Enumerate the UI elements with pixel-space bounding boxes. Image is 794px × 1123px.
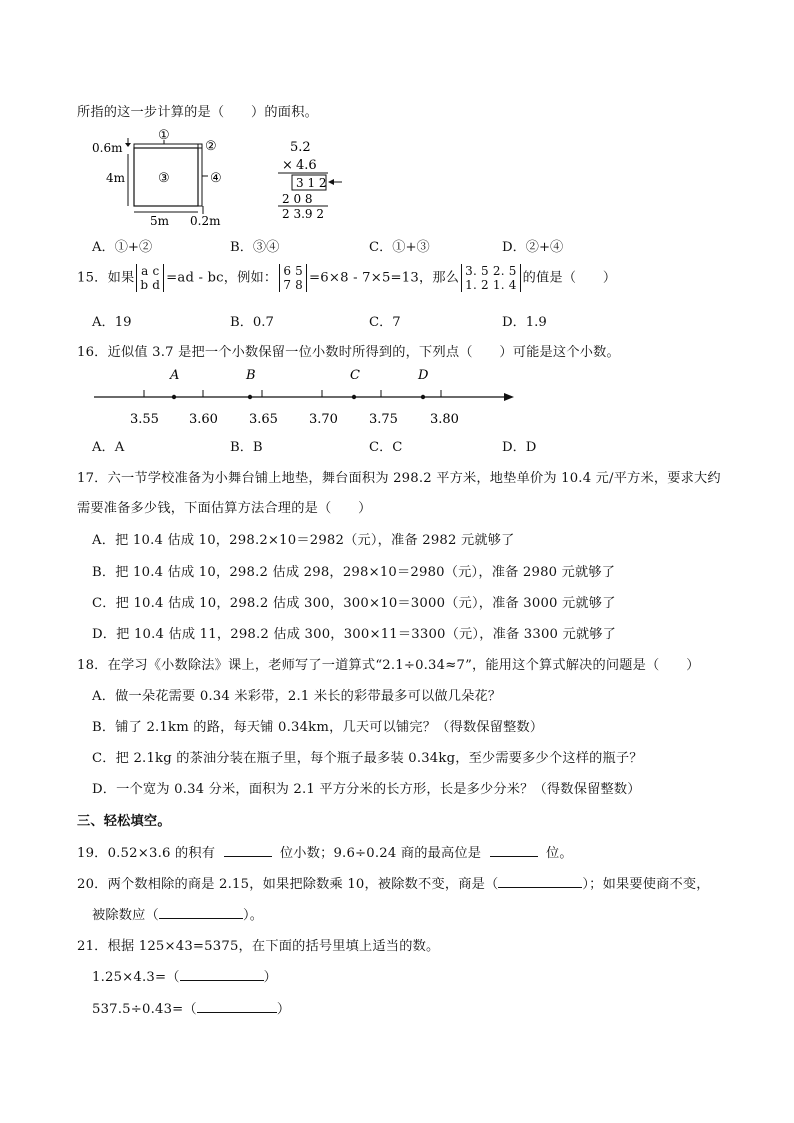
point-b-label: B <box>246 368 256 383</box>
circle-3-label: ③ <box>158 171 170 186</box>
point-d-label: D <box>418 368 429 383</box>
q15-part4: 的值是（ ） <box>522 270 617 286</box>
q19-blank-2[interactable] <box>490 844 538 857</box>
q15-text <box>77 264 616 292</box>
q18-option-c[interactable]: C．把 2.1kg 的茶油分装在瓶子里，每个瓶子最多装 0.34kg，至少需要多少个这样的瓶子？ <box>92 751 643 766</box>
q17-line1: 17．六一节学校准备为小舞台铺上地垫，舞台面积为 298.2 平方米，地垫单价为 10.4 元/平方米，要求大约 <box>77 471 721 486</box>
q17-option-a[interactable]: A．把 10.4 估成 10，298.2×10＝2982（元），准备 2982 元就够了 <box>92 533 515 548</box>
q20-blank-1[interactable] <box>498 875 582 888</box>
q14-calc-figure <box>268 138 358 224</box>
calc-row3: 3 1 2 <box>296 176 327 190</box>
q14-option-d[interactable]: D．②+④ <box>502 240 564 255</box>
tick-3.80: 3.80 <box>430 412 459 427</box>
calc-times: × <box>282 158 293 173</box>
calc-row2: 4.6 <box>296 158 317 173</box>
point-c-label: C <box>350 368 360 383</box>
q21-expr-2: 537.5÷0.43=（ ） <box>92 1002 291 1017</box>
tick-3.65: 3.65 <box>249 412 278 427</box>
tick-3.55: 3.55 <box>130 412 159 427</box>
q14-option-c[interactable]: C．①+③ <box>369 240 430 255</box>
tick-3.70: 3.70 <box>309 412 338 427</box>
q15-number: 15． <box>77 270 108 286</box>
q14-rect-figure <box>90 124 240 229</box>
q18-option-d[interactable]: D．一个宽为 0.34 分米，面积为 2.1 平方分米的长方形，长是多少分米？（得数保留整数） <box>92 782 641 797</box>
q17-line2: 需要准备多少钱，下面估算方法合理的是（ ） <box>77 501 372 516</box>
q16-option-c[interactable]: C．C <box>369 440 403 455</box>
circle-2-label: ② <box>205 139 217 154</box>
q14-option-a[interactable]: A．①+② <box>92 240 153 255</box>
q15-option-c[interactable]: C．7 <box>369 315 401 330</box>
q14-text: 所指的这一步计算的是（ ）的面积。 <box>77 105 318 120</box>
q16-option-b[interactable]: B．B <box>230 440 263 455</box>
dim-4m: 4m <box>106 171 126 185</box>
q17-option-b[interactable]: B．把 10.4 估成 10，298.2 估成 298，298×10＝2980（元），准备 2980 元就够了 <box>92 565 616 580</box>
q16-text: 16．近似值 3.7 是把一个小数保留一位小数时所得到的，下列点（ ）可能是这个小数。 <box>77 345 620 360</box>
q20-blank-2[interactable] <box>159 906 243 919</box>
q16-option-d[interactable]: D．D <box>502 440 537 455</box>
section-3-heading: 三、轻松填空。 <box>77 814 171 829</box>
matrix-abcd: a c b d <box>136 264 164 292</box>
q21-expr-1: 1.25×4.3=（ ） <box>92 970 278 985</box>
q20-line2: 被除数应（ ）。 <box>92 908 264 923</box>
q20-line1: 20．两个数相除的商是 2.15，如果把除数乘 10，被除数不变，商是（ ）；如果要使商不变， <box>77 877 710 892</box>
q21-blank-2[interactable] <box>197 1000 277 1013</box>
q15-option-d[interactable]: D．1.9 <box>502 315 547 330</box>
point-a-label: A <box>170 368 180 383</box>
q15-part1: 如果 <box>107 270 135 286</box>
q18-option-a[interactable]: A．做一朵花需要 0.34 米彩带，2.1 米长的彩带最多可以做几朵花？ <box>92 689 502 704</box>
q15-option-a[interactable]: A．19 <box>92 315 132 330</box>
matrix-decimal: 3. 5 2. 5 1. 2 1. 4 <box>461 264 520 292</box>
tick-3.60: 3.60 <box>189 412 218 427</box>
circle-1-label: ① <box>158 128 170 143</box>
q18-line1: 18．在学习《小数除法》课上，老师写了一道算式“2.1÷0.34≈7”，能用这个算式解决的问题是（ ） <box>77 658 700 673</box>
tick-3.75: 3.75 <box>369 412 398 427</box>
q19-text: 19．0.52×3.6 的积有 位小数；9.6÷0.24 商的最高位是 位。 <box>77 846 573 861</box>
q15-part3: =6×8 - 7×5=13，那么 <box>309 270 460 286</box>
q17-option-c[interactable]: C．把 10.4 估成 10，298.2 估成 300，300×10＝3000（元），准备 3000 元就够了 <box>92 596 616 611</box>
q15-option-b[interactable]: B．0.7 <box>230 315 274 330</box>
number-line <box>90 362 520 428</box>
matrix-6578: 6 5 7 8 <box>279 264 307 292</box>
dim-5m: 5m <box>150 214 170 228</box>
dim-0.6m: 0.6m <box>92 141 123 155</box>
calc-row1: 5.2 <box>290 140 311 155</box>
q18-option-b[interactable]: B．铺了 2.1km 的路，每天铺 0.34km，几天可以铺完？（得数保留整数） <box>92 720 544 735</box>
dim-0.2m: 0.2m <box>190 214 221 228</box>
q21-blank-1[interactable] <box>180 968 264 981</box>
q14-option-b[interactable]: B．③④ <box>230 240 280 255</box>
q17-option-d[interactable]: D．把 10.4 估成 11，298.2 估成 300，300×11＝3300（元），准备 3300 元就够了 <box>92 627 617 642</box>
q19-blank-1[interactable] <box>224 844 272 857</box>
q16-option-a[interactable]: A．A <box>92 440 125 455</box>
q21-line1: 21．根据 125×43=5375，在下面的括号里填上适当的数。 <box>77 939 440 954</box>
q15-part2: =ad - bc，例如： <box>166 270 278 286</box>
circle-4-label: ④ <box>210 171 222 186</box>
calc-row4: 2 0 8 <box>282 192 313 206</box>
calc-row5: 2 3.9 2 <box>282 207 324 221</box>
